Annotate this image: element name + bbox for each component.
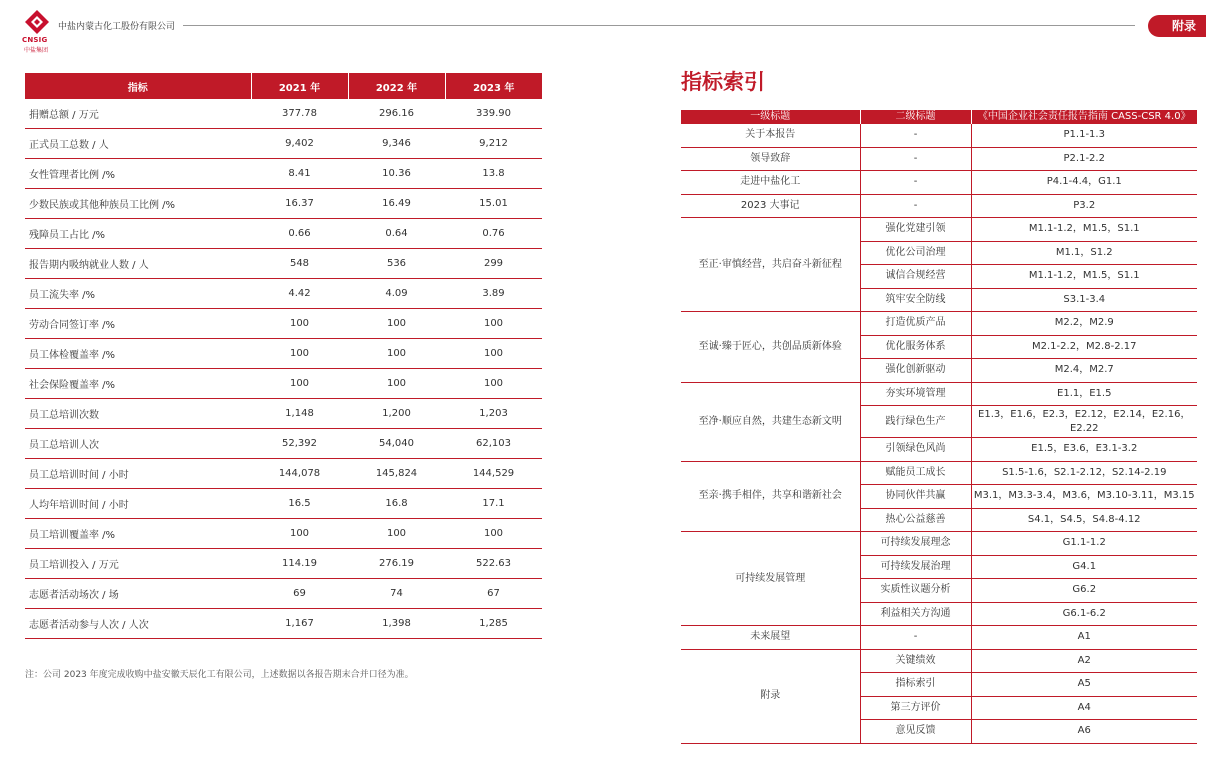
table-row (681, 382, 1197, 406)
level2-title: 筑牢安全防线 (860, 288, 971, 312)
indicator-value: 62,103 (445, 429, 542, 459)
indicator-name: 员工总培训人次 (25, 429, 251, 459)
indicator-name: 员工体检覆盖率 /% (25, 339, 251, 369)
indicator-value: 8.41 (251, 159, 348, 189)
guide-code: M1.1-1.2，M1.5，S1.1 (971, 265, 1197, 289)
indicator-value: 1,148 (251, 399, 348, 429)
col-header-2022: 2022 年 (348, 73, 445, 99)
level1-title: 领导致辞 (681, 147, 860, 171)
level2-title: - (860, 124, 971, 147)
guide-code: M2.1-2.2，M2.8-2.17 (971, 335, 1197, 359)
level1-title: 至净·顺应自然，共建生态新文明 (681, 382, 860, 461)
indicator-value: 339.90 (445, 99, 542, 129)
indicator-value: 0.64 (348, 219, 445, 249)
level2-title: 关键绩效 (860, 649, 971, 673)
indicator-value: 0.66 (251, 219, 348, 249)
table-row (681, 124, 1197, 147)
indicator-value: 1,285 (445, 609, 542, 639)
guide-code: G6.1-6.2 (971, 602, 1197, 626)
table-row (681, 626, 1197, 650)
guide-code: M2.2，M2.9 (971, 312, 1197, 336)
indicator-value: 100 (251, 369, 348, 399)
indicator-name: 少数民族或其他种族员工比例 /% (25, 189, 251, 219)
indicator-value: 548 (251, 249, 348, 279)
indicator-name: 捐赠总额 / 万元 (25, 99, 251, 129)
indicator-value: 16.49 (348, 189, 445, 219)
indicator-value: 299 (445, 249, 542, 279)
indicator-value: 100 (348, 519, 445, 549)
indicator-name: 员工总培训时间 / 小时 (25, 459, 251, 489)
level1-title: 至亲·携手相伴，共享和谐新社会 (681, 461, 860, 532)
table-row (25, 309, 542, 339)
level2-title: 意见反馈 (860, 720, 971, 744)
table-row (681, 147, 1197, 171)
indicator-value: 1,200 (348, 399, 445, 429)
table-row (25, 189, 542, 219)
level2-title: 引领绿色风尚 (860, 438, 971, 462)
level1-title: 至正·审慎经营，共启奋斗新征程 (681, 218, 860, 312)
guide-code: P1.1-1.3 (971, 124, 1197, 147)
level1-title: 2023 大事记 (681, 194, 860, 218)
level2-title: - (860, 147, 971, 171)
indicator-name: 正式员工总数 / 人 (25, 129, 251, 159)
table-row (25, 369, 542, 399)
guide-code: M3.1，M3.3-3.4，M3.6，M3.10-3.11，M3.15 (971, 485, 1197, 509)
indicator-value: 296.16 (348, 99, 445, 129)
table-row (25, 579, 542, 609)
level1-title: 关于本报告 (681, 124, 860, 147)
indicator-name: 志愿者活动参与人次 / 人次 (25, 609, 251, 639)
guide-code: E1.3，E1.6，E2.3，E2.12，E2.14，E2.16，E2.22 (971, 406, 1197, 438)
page-title: 指标索引 (681, 70, 765, 94)
indicator-name: 残障员工占比 /% (25, 219, 251, 249)
indicator-value: 145,824 (348, 459, 445, 489)
indicator-value: 100 (251, 519, 348, 549)
table-row (25, 459, 542, 489)
guide-code: A6 (971, 720, 1197, 744)
table-row (681, 194, 1197, 218)
indicator-value: 10.36 (348, 159, 445, 189)
indicator-value: 536 (348, 249, 445, 279)
indicator-value: 100 (445, 519, 542, 549)
company-logo (22, 10, 52, 54)
table-row (25, 99, 542, 129)
kpi-table-header (25, 73, 542, 99)
level2-title: 夯实环境管理 (860, 382, 971, 406)
indicator-value: 1,167 (251, 609, 348, 639)
table-note: 注：公司 2023 年度完成收购中盐安徽天辰化工有限公司，上述数据以各报告期末合并口径为准。 (25, 670, 414, 680)
table-row (25, 129, 542, 159)
col-header-level2: 二级标题 (860, 110, 971, 124)
guide-code: G6.2 (971, 579, 1197, 603)
section-tab-appendix[interactable]: 附录 (1148, 15, 1206, 37)
table-row (681, 218, 1197, 242)
indicator-value: 54,040 (348, 429, 445, 459)
indicator-value: 16.37 (251, 189, 348, 219)
indicator-value: 144,529 (445, 459, 542, 489)
guide-code: A5 (971, 673, 1197, 697)
table-row (25, 279, 542, 309)
level2-title: 诚信合规经营 (860, 265, 971, 289)
guide-code: S1.5-1.6，S2.1-2.12，S2.14-2.19 (971, 461, 1197, 485)
indicator-value: 100 (348, 309, 445, 339)
logo-subtext: 中盐集团 (24, 47, 49, 54)
level2-title: 协同伙伴共赢 (860, 485, 971, 509)
indicator-name: 报告期内吸纳就业人数 / 人 (25, 249, 251, 279)
table-row (681, 171, 1197, 195)
indicator-value: 74 (348, 579, 445, 609)
indicator-name: 员工培训覆盖率 /% (25, 519, 251, 549)
col-header-level1: 一级标题 (681, 110, 860, 124)
guide-code: S3.1-3.4 (971, 288, 1197, 312)
indicator-value: 100 (251, 309, 348, 339)
table-row (25, 159, 542, 189)
table-row (681, 312, 1197, 336)
col-header-2021: 2021 年 (251, 73, 348, 99)
index-table-header (681, 110, 1197, 124)
indicator-value: 522.63 (445, 549, 542, 579)
level2-title: - (860, 171, 971, 195)
indicator-value: 100 (348, 369, 445, 399)
level2-title: - (860, 626, 971, 650)
diamond-logo-icon (25, 10, 49, 34)
guide-code: P3.2 (971, 194, 1197, 218)
level2-title: - (860, 194, 971, 218)
indicator-value: 276.19 (348, 549, 445, 579)
indicator-value: 67 (445, 579, 542, 609)
table-row (25, 399, 542, 429)
indicator-value: 144,078 (251, 459, 348, 489)
indicator-value: 100 (445, 369, 542, 399)
indicator-value: 17.1 (445, 489, 542, 519)
level2-title: 优化服务体系 (860, 335, 971, 359)
level1-title: 附录 (681, 649, 860, 743)
indicator-value: 100 (445, 339, 542, 369)
level2-title: 可持续发展治理 (860, 555, 971, 579)
col-header-2023: 2023 年 (445, 73, 542, 99)
guide-code: A4 (971, 696, 1197, 720)
indicator-value: 9,402 (251, 129, 348, 159)
guide-code: E1.1，E1.5 (971, 382, 1197, 406)
indicator-value: 9,346 (348, 129, 445, 159)
indicator-value: 15.01 (445, 189, 542, 219)
indicator-name: 社会保险覆盖率 /% (25, 369, 251, 399)
level2-title: 可持续发展理念 (860, 532, 971, 556)
level1-title: 可持续发展管理 (681, 532, 860, 626)
indicator-value: 52,392 (251, 429, 348, 459)
logo-text: CNSIG (22, 36, 48, 44)
level2-title: 践行绿色生产 (860, 406, 971, 438)
indicator-value: 0.76 (445, 219, 542, 249)
indicator-value: 1,398 (348, 609, 445, 639)
indicator-name: 人均年培训时间 / 小时 (25, 489, 251, 519)
indicator-value: 4.42 (251, 279, 348, 309)
guide-code: A2 (971, 649, 1197, 673)
indicator-value: 100 (348, 339, 445, 369)
table-row (681, 649, 1197, 673)
indicator-name: 员工流失率 /% (25, 279, 251, 309)
index-table (681, 110, 1197, 744)
level2-title: 强化创新驱动 (860, 359, 971, 383)
level2-title: 第三方评价 (860, 696, 971, 720)
col-header-guide: 《中国企业社会责任报告指南 CASS-CSR 4.0》 (971, 110, 1197, 124)
table-row (25, 489, 542, 519)
table-row (25, 219, 542, 249)
level2-title: 赋能员工成长 (860, 461, 971, 485)
indicator-value: 9,212 (445, 129, 542, 159)
indicator-value: 69 (251, 579, 348, 609)
guide-code: E1.5，E3.6，E3.1-3.2 (971, 438, 1197, 462)
indicator-name: 劳动合同签订率 /% (25, 309, 251, 339)
level2-title: 优化公司治理 (860, 241, 971, 265)
level1-title: 至诚·臻于匠心，共创品质新体验 (681, 312, 860, 383)
indicator-value: 13.8 (445, 159, 542, 189)
table-row (25, 249, 542, 279)
indicator-value: 4.09 (348, 279, 445, 309)
level1-title: 未来展望 (681, 626, 860, 650)
indicator-name: 员工培训投入 / 万元 (25, 549, 251, 579)
table-row (25, 429, 542, 459)
header-divider (183, 25, 1135, 26)
guide-code: P4.1-4.4，G1.1 (971, 171, 1197, 195)
indicator-value: 16.8 (348, 489, 445, 519)
table-row (681, 532, 1197, 556)
level2-title: 打造优质产品 (860, 312, 971, 336)
level2-title: 热心公益慈善 (860, 508, 971, 532)
guide-code: M2.4，M2.7 (971, 359, 1197, 383)
level2-title: 实质性议题分析 (860, 579, 971, 603)
guide-code: A1 (971, 626, 1197, 650)
level2-title: 强化党建引领 (860, 218, 971, 242)
guide-code: P2.1-2.2 (971, 147, 1197, 171)
indicator-name: 女性管理者比例 /% (25, 159, 251, 189)
indicator-value: 1,203 (445, 399, 542, 429)
table-row (25, 609, 542, 639)
guide-code: S4.1，S4.5，S4.8-4.12 (971, 508, 1197, 532)
indicator-value: 16.5 (251, 489, 348, 519)
indicator-name: 员工总培训次数 (25, 399, 251, 429)
col-header-indicator: 指标 (25, 73, 251, 99)
kpi-table (25, 73, 542, 639)
level2-title: 指标索引 (860, 673, 971, 697)
indicator-value: 377.78 (251, 99, 348, 129)
company-name: 中盐内蒙古化工股份有限公司 (58, 22, 176, 32)
indicator-value: 3.89 (445, 279, 542, 309)
indicator-name: 志愿者活动场次 / 场 (25, 579, 251, 609)
level1-title: 走进中盐化工 (681, 171, 860, 195)
indicator-value: 100 (251, 339, 348, 369)
indicator-value: 114.19 (251, 549, 348, 579)
table-row (681, 461, 1197, 485)
guide-code: M1.1，S1.2 (971, 241, 1197, 265)
indicator-value: 100 (445, 309, 542, 339)
table-row (25, 339, 542, 369)
level2-title: 利益相关方沟通 (860, 602, 971, 626)
table-row (25, 549, 542, 579)
guide-code: M1.1-1.2，M1.5，S1.1 (971, 218, 1197, 242)
table-row (25, 519, 542, 549)
guide-code: G4.1 (971, 555, 1197, 579)
guide-code: G1.1-1.2 (971, 532, 1197, 556)
